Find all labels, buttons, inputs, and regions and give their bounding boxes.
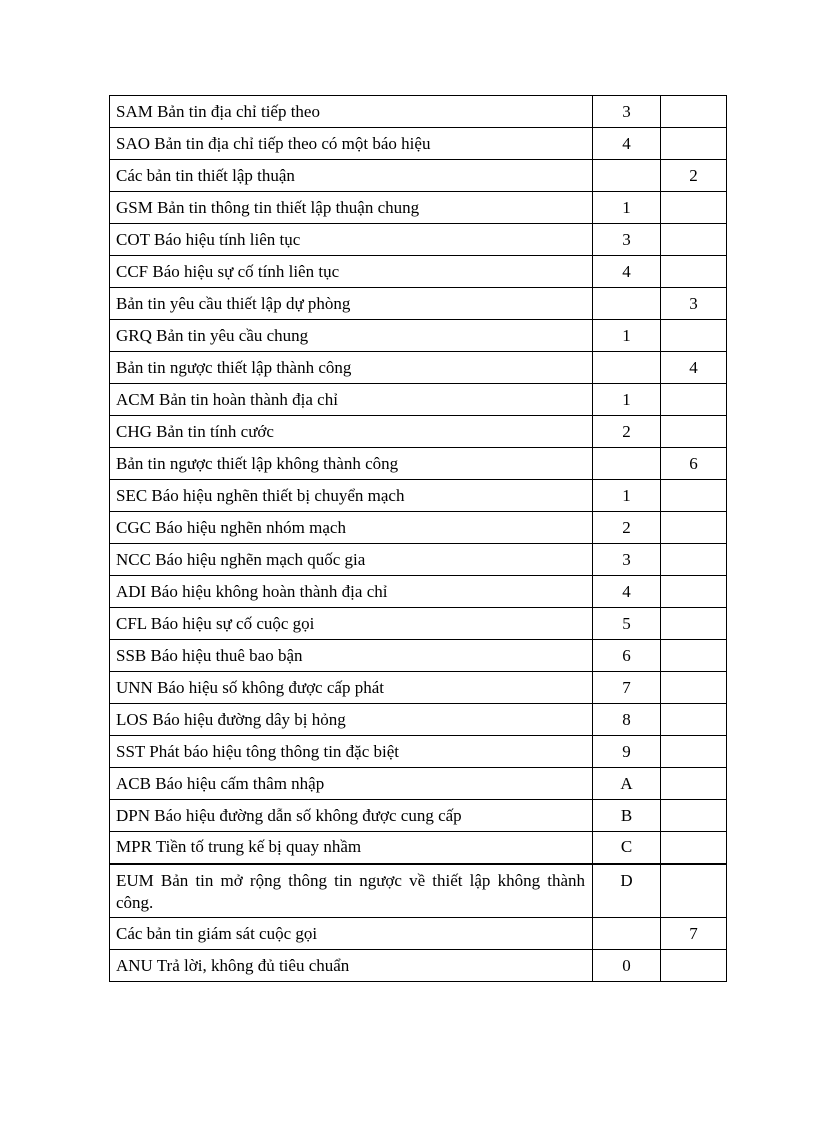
message-description-cell: Bản tin ngược thiết lập thành công <box>110 352 593 384</box>
message-description-cell: Các bản tin thiết lập thuận <box>110 160 593 192</box>
message-code-cell: 3 <box>593 544 661 576</box>
message-code-cell <box>593 448 661 480</box>
message-code-cell: 1 <box>593 384 661 416</box>
table-row <box>110 320 727 352</box>
table-row <box>110 96 727 128</box>
table-row <box>110 544 727 576</box>
table-row <box>110 640 727 672</box>
message-description-cell: ACM Bản tin hoàn thành địa chỉ <box>110 384 593 416</box>
message-code-cell: 4 <box>593 256 661 288</box>
message-group-cell <box>661 768 727 800</box>
message-group-cell <box>661 832 727 864</box>
table-row <box>110 416 727 448</box>
message-code-cell: B <box>593 800 661 832</box>
table-row <box>110 288 727 320</box>
message-code-cell <box>593 352 661 384</box>
message-description-cell: ACB Báo hiệu cấm thâm nhập <box>110 768 593 800</box>
message-group-cell <box>661 384 727 416</box>
message-description-cell: SAO Bản tin địa chỉ tiếp theo có một báo hiệu <box>110 128 593 160</box>
table-row <box>110 352 727 384</box>
message-group-cell <box>661 704 727 736</box>
table-row <box>110 512 727 544</box>
message-description-cell: Các bản tin giám sát cuộc gọi <box>110 918 593 950</box>
message-description-cell: SAM Bản tin địa chỉ tiếp theo <box>110 96 593 128</box>
message-code-cell <box>593 160 661 192</box>
message-description-cell: CFL Báo hiệu sự cố cuộc gọi <box>110 608 593 640</box>
message-description-cell: MPR Tiền tố trung kế bị quay nhầm <box>110 832 593 864</box>
message-group-cell <box>661 224 727 256</box>
message-code-cell: 3 <box>593 96 661 128</box>
message-group-cell: 2 <box>661 160 727 192</box>
message-description-cell: Bản tin yêu cầu thiết lập dự phòng <box>110 288 593 320</box>
table-row <box>110 128 727 160</box>
message-description-cell: SST Phát báo hiệu tông thông tin đặc biệt <box>110 736 593 768</box>
table-row <box>110 672 727 704</box>
message-code-cell: 0 <box>593 950 661 982</box>
message-group-cell <box>661 640 727 672</box>
message-group-cell <box>661 608 727 640</box>
message-group-cell <box>661 512 727 544</box>
message-group-cell: 6 <box>661 448 727 480</box>
table-row <box>110 160 727 192</box>
message-group-cell <box>661 416 727 448</box>
message-group-cell: 3 <box>661 288 727 320</box>
message-code-cell: A <box>593 768 661 800</box>
message-code-cell: 6 <box>593 640 661 672</box>
message-code-cell: 8 <box>593 704 661 736</box>
message-group-cell <box>661 96 727 128</box>
message-code-cell <box>593 918 661 950</box>
message-code-cell: 1 <box>593 320 661 352</box>
message-group-cell <box>661 800 727 832</box>
message-group-cell <box>661 192 727 224</box>
message-description-cell: DPN Báo hiệu đường dẫn số không được cung cấp <box>110 800 593 832</box>
message-description-cell: GRQ Bản tin yêu cầu chung <box>110 320 593 352</box>
table-row <box>110 448 727 480</box>
table-row <box>110 736 727 768</box>
message-description-cell: UNN Báo hiệu số không được cấp phát <box>110 672 593 704</box>
message-group-cell <box>661 864 727 918</box>
message-description-cell: NCC Báo hiệu nghẽn mạch quốc gia <box>110 544 593 576</box>
message-description-cell: CGC Báo hiệu nghẽn nhóm mạch <box>110 512 593 544</box>
message-description-cell: CHG Bản tin tính cước <box>110 416 593 448</box>
message-description-cell: Bản tin ngược thiết lập không thành công <box>110 448 593 480</box>
message-description-cell: CCF Báo hiệu sự cố tính liên tục <box>110 256 593 288</box>
table-row <box>110 950 727 982</box>
message-description-cell: SEC Báo hiệu nghẽn thiết bị chuyển mạch <box>110 480 593 512</box>
table-row <box>110 576 727 608</box>
table-row <box>110 256 727 288</box>
table-row <box>110 800 727 832</box>
message-code-cell: 1 <box>593 480 661 512</box>
table-row <box>110 384 727 416</box>
message-description-cell: GSM Bản tin thông tin thiết lập thuận chung <box>110 192 593 224</box>
table-row <box>110 704 727 736</box>
message-description-cell: ADI Báo hiệu không hoàn thành địa chỉ <box>110 576 593 608</box>
message-code-cell: 7 <box>593 672 661 704</box>
message-description-cell: ANU Trả lời, không đủ tiêu chuẩn <box>110 950 593 982</box>
table-row <box>110 224 727 256</box>
message-group-cell <box>661 128 727 160</box>
message-description-cell: LOS Báo hiệu đường dây bị hỏng <box>110 704 593 736</box>
message-code-cell: 2 <box>593 416 661 448</box>
message-group-cell: 4 <box>661 352 727 384</box>
message-code-cell: D <box>593 864 661 918</box>
message-code-cell: 9 <box>593 736 661 768</box>
message-group-cell <box>661 950 727 982</box>
table-row <box>110 864 727 918</box>
message-code-cell: 1 <box>593 192 661 224</box>
message-description-cell: COT Báo hiệu tính liên tục <box>110 224 593 256</box>
message-code-cell: 5 <box>593 608 661 640</box>
message-group-cell <box>661 736 727 768</box>
signal-message-table <box>109 95 727 982</box>
message-code-cell: 3 <box>593 224 661 256</box>
message-description-cell: SSB Báo hiệu thuê bao bận <box>110 640 593 672</box>
message-group-cell <box>661 672 727 704</box>
message-group-cell <box>661 544 727 576</box>
message-group-cell: 7 <box>661 918 727 950</box>
table-row <box>110 832 727 864</box>
table-row <box>110 480 727 512</box>
table-row <box>110 192 727 224</box>
message-group-cell <box>661 256 727 288</box>
table-body <box>110 96 727 982</box>
message-code-cell: C <box>593 832 661 864</box>
message-code-cell: 4 <box>593 576 661 608</box>
table-row <box>110 768 727 800</box>
message-group-cell <box>661 320 727 352</box>
message-description-cell: EUM Bản tin mở rộng thông tin ngược về thiết lập không thành công. <box>110 864 593 918</box>
message-code-cell: 2 <box>593 512 661 544</box>
message-code-cell: 4 <box>593 128 661 160</box>
message-code-cell <box>593 288 661 320</box>
table-row <box>110 608 727 640</box>
message-group-cell <box>661 576 727 608</box>
message-group-cell <box>661 480 727 512</box>
table-row <box>110 918 727 950</box>
